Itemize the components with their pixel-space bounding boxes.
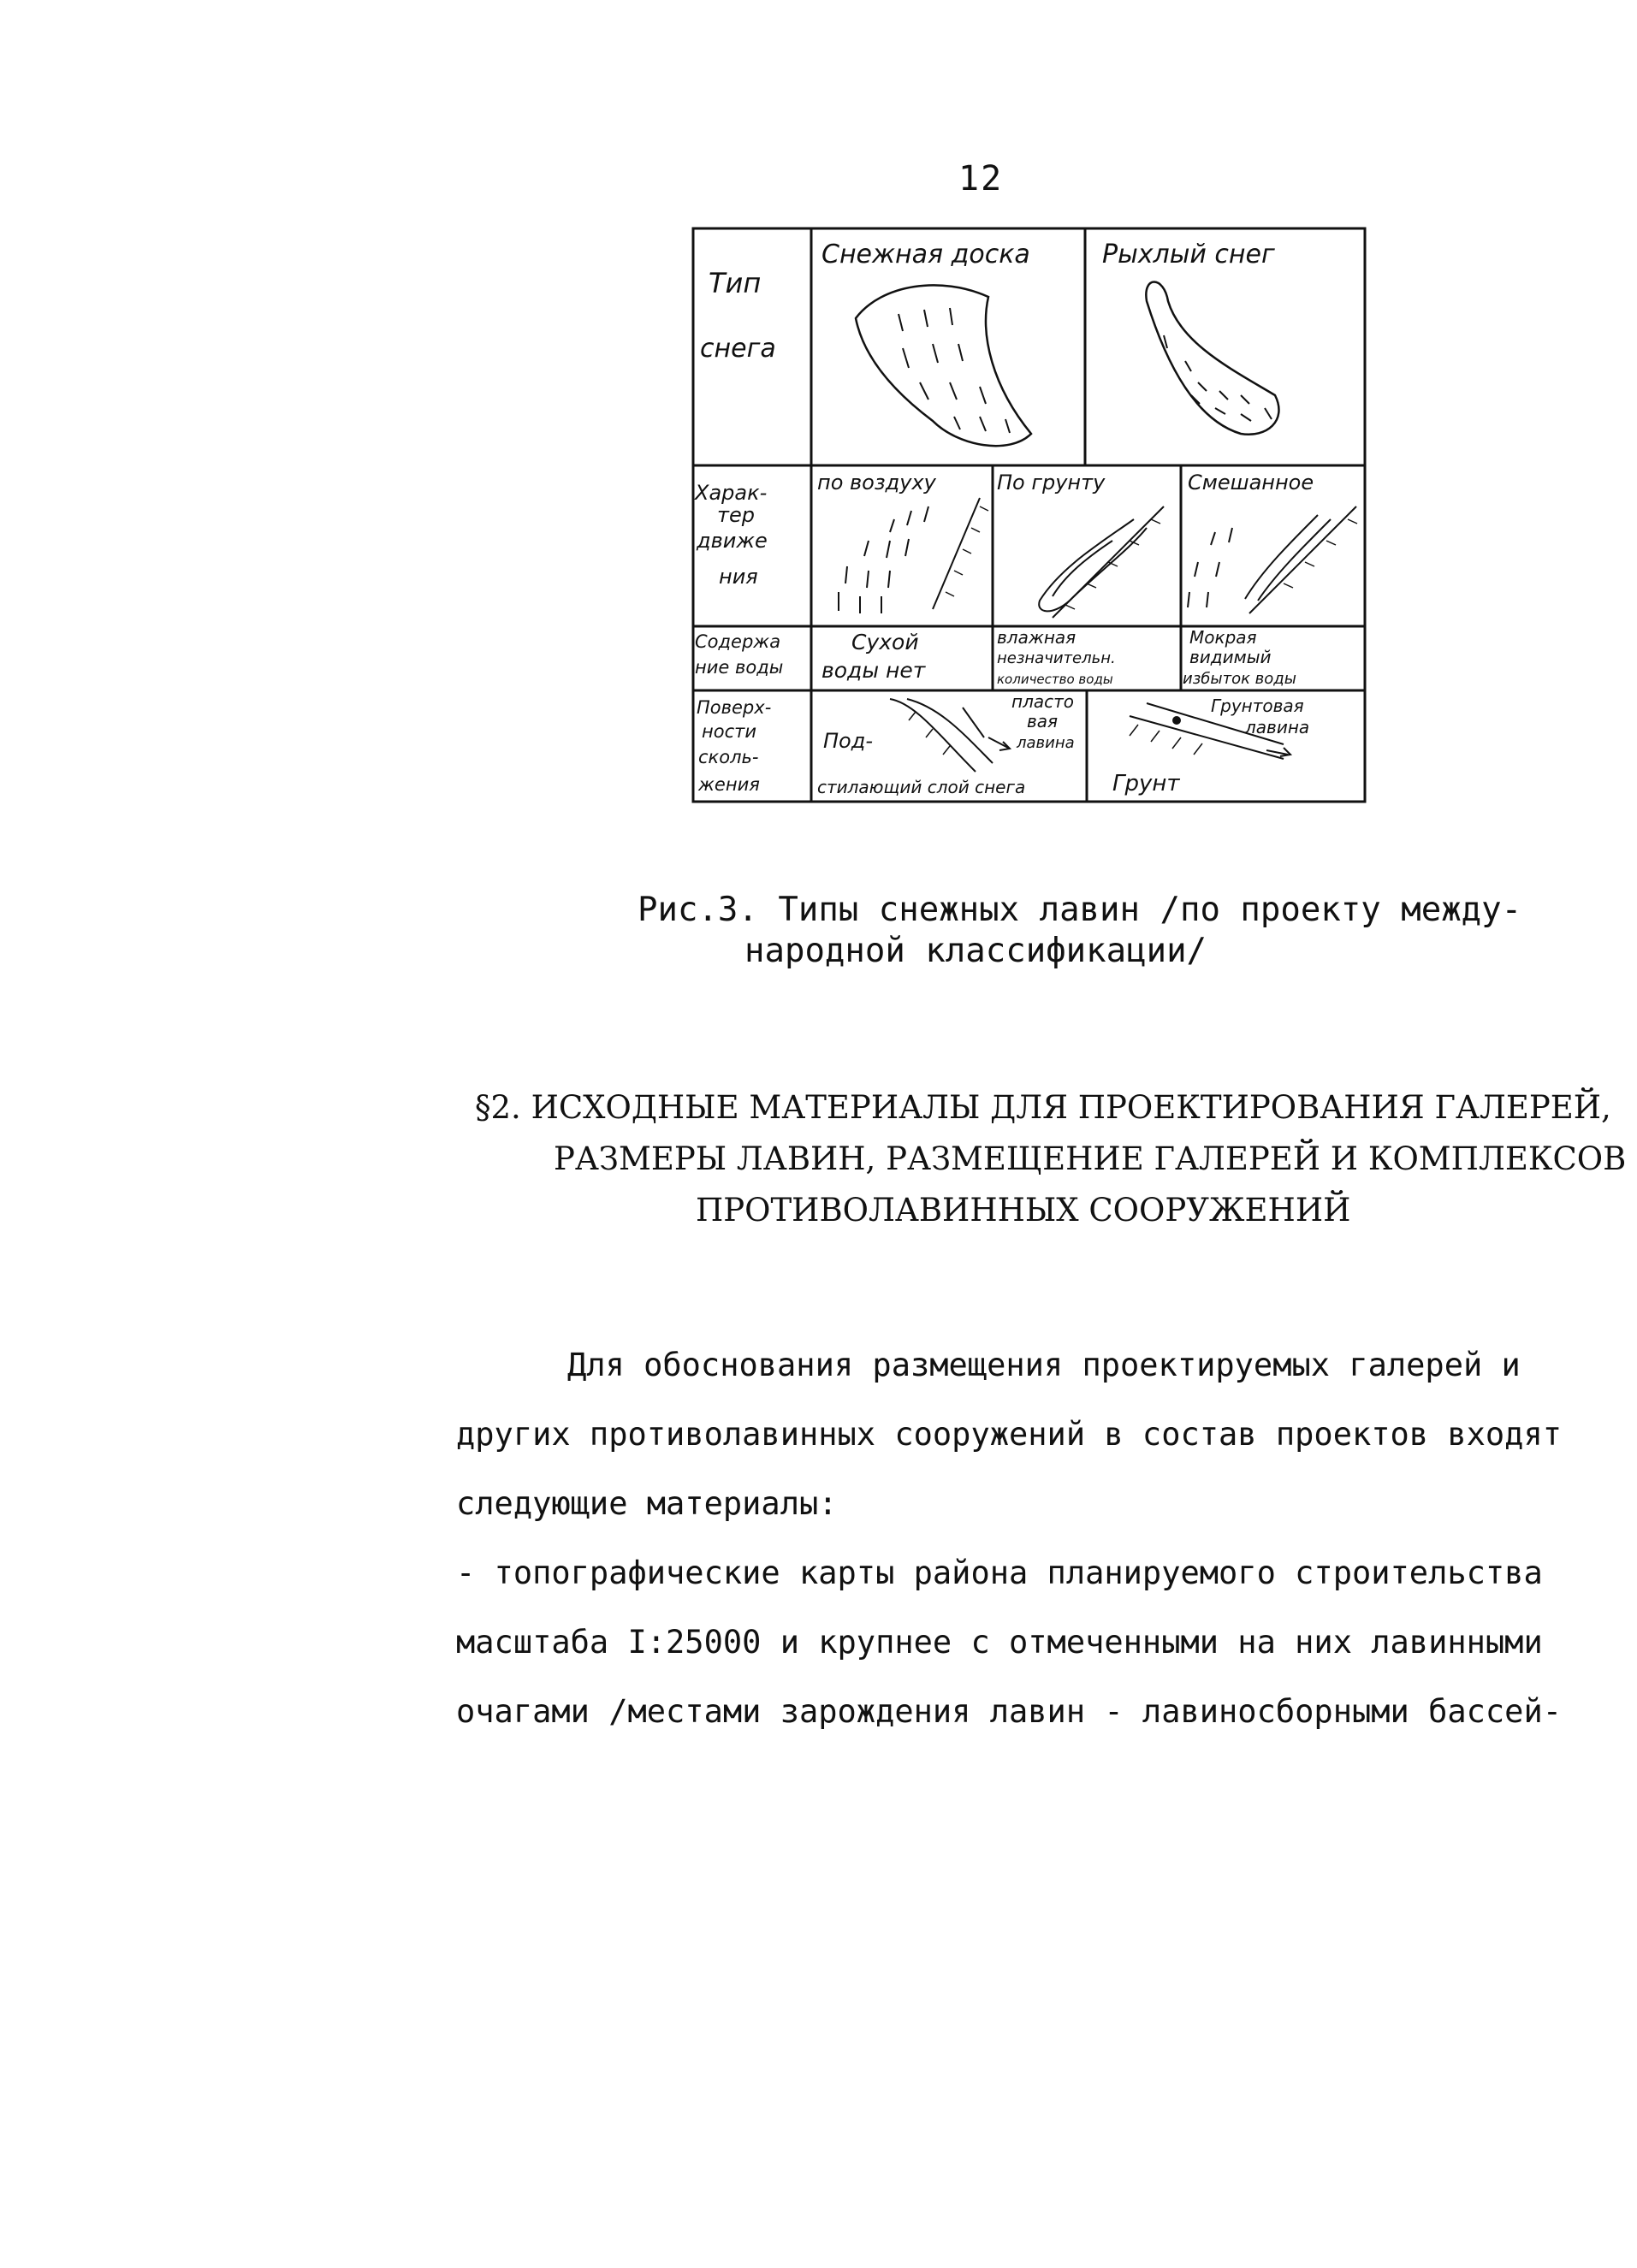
sliding-plast-label-1: пласто (1011, 691, 1074, 712)
sliding-plast-label-2: вая (1027, 711, 1059, 731)
motion-air-label: по воздуху (817, 471, 936, 494)
water-wet-3: количество воды (997, 672, 1113, 687)
body-line-3: следующие материалы: (456, 1485, 838, 1522)
body-line-1: Для обоснования размещения проектируемых галерей и (567, 1347, 1521, 1383)
sliding-plast-label-3: лавина (1017, 734, 1075, 752)
ground-avalanche-label-2: лавина (1245, 717, 1310, 737)
row-label-motion-4: ния (719, 565, 758, 589)
motion-ground-label: По грунту (997, 471, 1106, 494)
motion-ground-sketch (1039, 506, 1164, 618)
row-label-sliding-3: сколь- (698, 747, 759, 767)
avalanche-classification-figure (685, 224, 1369, 806)
motion-mixed-label: Смешанное (1188, 471, 1314, 494)
body-paragraph (456, 1330, 1563, 1746)
section-heading (475, 1082, 1627, 1236)
water-dry-1: Сухой (851, 630, 919, 654)
row-label-sliding-2: ности (702, 721, 757, 742)
water-soaked-2: видимый (1189, 647, 1272, 667)
body-line-5: масштаба I:25000 и крупнее с отмеченными на них лавинными (456, 1624, 1543, 1661)
classification-table-drawing (685, 224, 1369, 806)
caption-line-2: народной классификации/ (744, 932, 1207, 970)
section-heading-line-3: ПРОТИВОЛАВИННЫХ СООРУЖЕНИЙ (696, 1192, 1351, 1229)
loose-snow-label: Рыхлый снег (1102, 240, 1275, 269)
water-soaked-3: избыток воды (1183, 670, 1296, 688)
motion-air-sketch (839, 498, 988, 613)
row-label-motion-2: тер (717, 503, 755, 527)
page-number: 12 (958, 159, 1004, 198)
section-heading-line-2: РАЗМЕРЫ ЛАВИН, РАЗМЕЩЕНИЕ ГАЛЕРЕЙ И КОМПЛЕКСОВ (554, 1140, 1627, 1177)
loose-snow-sketch (1146, 282, 1278, 435)
body-line-2: других противолавинных сооружений в состав проектов входят (456, 1416, 1563, 1453)
row-label-water-1: Содержа (695, 631, 781, 652)
row-label-sliding-4: жения (698, 774, 760, 795)
snow-slab-label: Снежная доска (821, 240, 1030, 269)
water-soaked-1: Мокрая (1189, 627, 1257, 648)
snow-slab-sketch (856, 285, 1031, 446)
row-label-motion-3: движе (697, 529, 768, 553)
motion-mixed-sketch (1188, 506, 1357, 613)
body-line-6: очагами /местами зарождения лавин - лавиносборными бассей- (456, 1693, 1563, 1730)
caption-line-1: Рис.3. Типы снежных лавин /по проекту между- (638, 891, 1522, 929)
ground-label: Грунт (1112, 771, 1180, 796)
water-wet-2: незначительн. (997, 649, 1116, 667)
body-line-4: - топографические карты района планируемого строительства (456, 1554, 1543, 1591)
row-label-water-2: ние воды (695, 657, 784, 678)
row-label-type-1: Тип (709, 267, 762, 299)
section-heading-line-1: §2. ИСХОДНЫЕ МАТЕРИАЛЫ ДЛЯ ПРОЕКТИРОВАНИЯ ГАЛЕРЕЙ, (475, 1089, 1611, 1126)
figure-caption (638, 890, 1522, 972)
row-label-sliding-1: Поверх- (697, 697, 772, 718)
row-label-motion-1: Харак- (695, 481, 768, 505)
ground-avalanche-label-1: Грунтовая (1211, 696, 1304, 716)
sliding-layer-label-2: стилающий слой снега (817, 777, 1026, 797)
sliding-layer-label-1: Под- (823, 729, 873, 753)
water-wet-1: влажная (997, 627, 1077, 648)
row-label-type-2: снега (700, 334, 776, 364)
water-dry-2: воды нет (821, 658, 926, 683)
sliding-layer-sketch (890, 699, 1010, 772)
